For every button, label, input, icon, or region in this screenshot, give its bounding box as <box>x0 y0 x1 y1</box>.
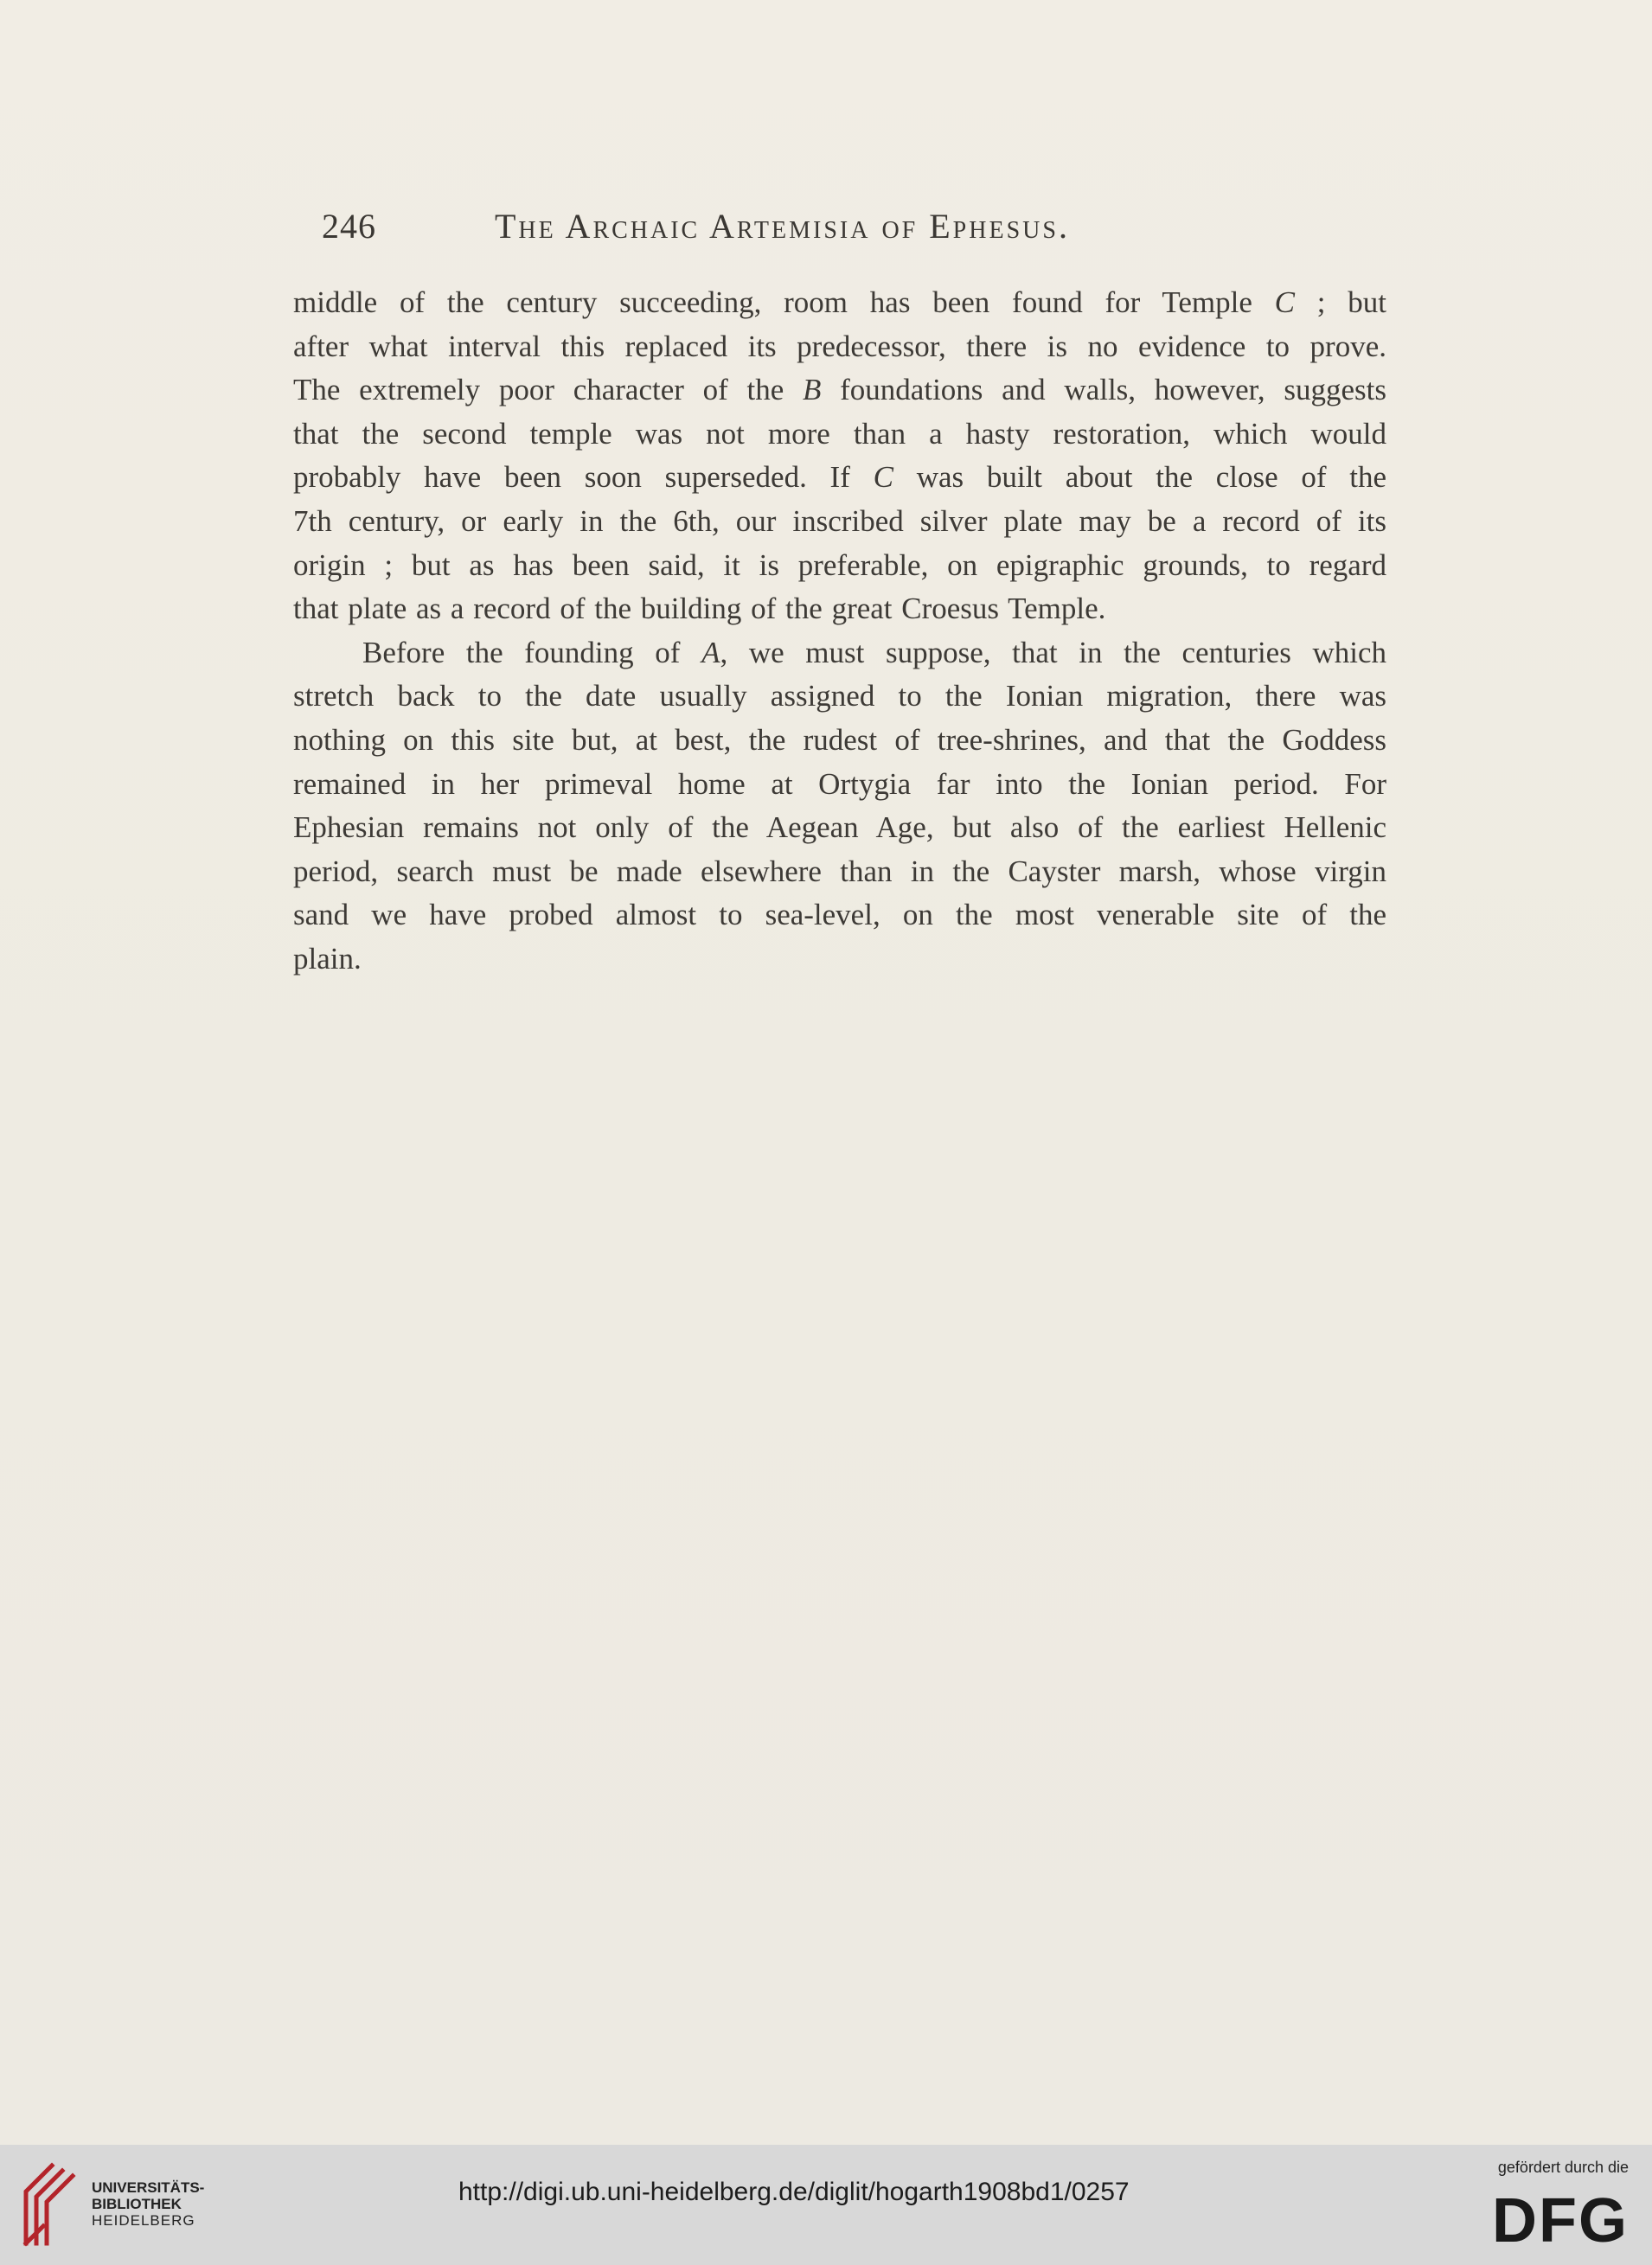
library-line-1: UNIVERSITÄTS- <box>92 2179 205 2196</box>
text-line: sand we have probed almost to sea-level, on the most venerable site of the <box>293 898 1386 932</box>
text-line: nothing on this site but, at best, the rudest of tree-shrines, and that the Goddess <box>293 722 1386 757</box>
text-line: period, search must be made elsewhere than in the Cayster marsh, whose virgin <box>293 854 1386 888</box>
paragraph-2 <box>293 631 1386 982</box>
text-line: The extremely poor character of the B foundations and walls, however, suggests <box>293 373 1386 407</box>
running-title: The Archaic Artemisia of Ephesus. <box>495 207 1070 246</box>
text-line: probably have been soon superseded. If C was built about the close of the <box>293 460 1387 495</box>
page-number: 246 <box>322 207 376 246</box>
library-logo-icon <box>17 2157 86 2252</box>
paragraph-1 <box>293 281 1386 631</box>
text-line: Ephesian remains not only of the Aegean Age, but also of the earliest Hellenic <box>293 810 1386 845</box>
library-line-2: BIBLIOTHEK <box>92 2196 182 2212</box>
text-line: that plate as a record of the building of the great Croesus Temple. <box>293 592 1106 626</box>
text-line: that the second temple was not more than a hasty restoration, which would <box>293 416 1386 451</box>
text-line: remained in her primeval home at Ortygia far into the Ionian period. For <box>293 766 1386 801</box>
body-text <box>293 281 1386 982</box>
text-line: middle of the century succeeding, room has been found for Temple C ; but <box>293 285 1387 319</box>
text-line: origin ; but as has been said, it is preferable, on epigraphic grounds, to regard <box>293 547 1386 582</box>
permalink-url[interactable]: http://digi.ub.uni-heidelberg.de/diglit/hogarth1908bd1/0257 <box>458 2178 1130 2206</box>
text-line: Before the founding of A, we must suppose, that in the centuries which <box>362 635 1386 669</box>
text-line: after what interval this replaced its predecessor, there is no evidence to prove. <box>293 329 1386 363</box>
running-head <box>322 206 1187 258</box>
text-line: 7th century, or early in the 6th, our inscribed silver plate may be a record of its <box>293 503 1386 538</box>
footer-bar <box>0 2145 1652 2265</box>
library-line-3: HEIDELBERG <box>92 2212 195 2229</box>
library-name <box>92 2179 204 2229</box>
text-line: plain. <box>293 941 362 976</box>
dfg-logo: DFG <box>1492 2186 1629 2255</box>
funding-label: gefördert durch die <box>1497 2159 1629 2176</box>
text-line: stretch back to the date usually assigned to the Ionian migration, there was <box>293 679 1386 713</box>
